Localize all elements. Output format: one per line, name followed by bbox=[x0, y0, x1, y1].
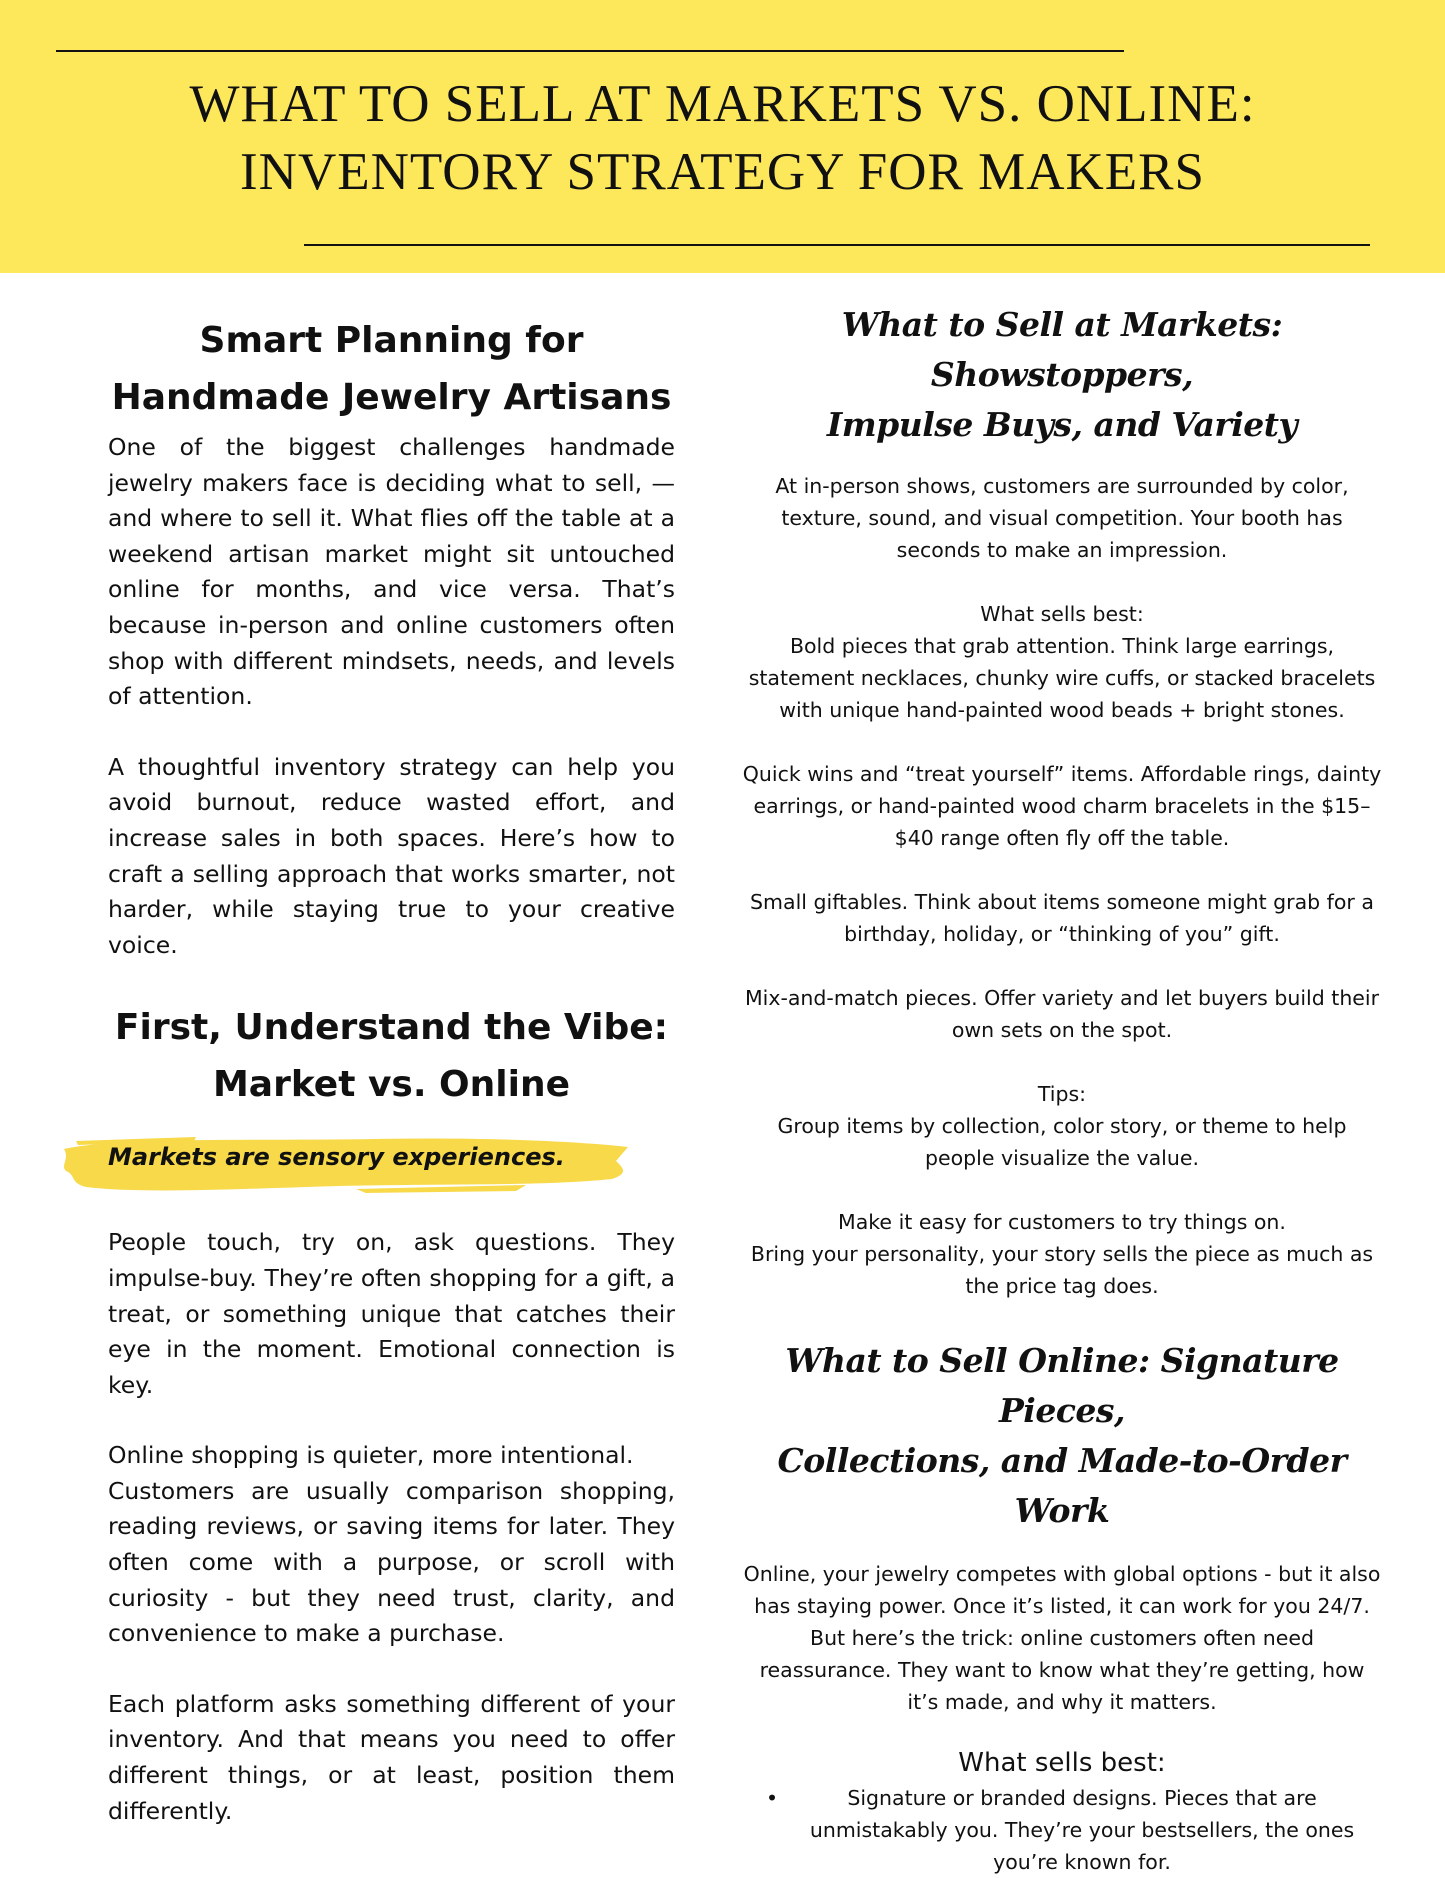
online-what-sells-heading: What sells best: bbox=[958, 1748, 1166, 1778]
heading1-line1: Smart Planning for bbox=[199, 320, 584, 361]
tips-label: Tips: bbox=[1037, 1082, 1087, 1106]
title-banner bbox=[0, 0, 1445, 273]
understand-vibe-heading bbox=[108, 999, 675, 1113]
markets-sensory-text: Markets are sensory experiences. bbox=[108, 1143, 565, 1172]
market-behavior-paragraph: People touch, try on, ask questions. They impulse-buy. They’re often shopping for a gift, a treat, or something unique that catches their eye in the moment. Emotional connection is key. bbox=[108, 1228, 675, 1399]
bold-pieces-text: Bold pieces that grab attention. Think large earrings, statement necklaces, chunky wire cuffs, or stacked bracelets with unique hand-painted wood beads + bright stones. bbox=[748, 634, 1376, 722]
what-sells-label: What sells best: bbox=[980, 602, 1144, 626]
page-title-line2: INVENTORY STRATEGY FOR MAKERS bbox=[240, 143, 1205, 201]
bullet-item bbox=[742, 1782, 1382, 1878]
online-heading bbox=[742, 1336, 1382, 1536]
online-behavior-paragraph: Customers are usually comparison shopping, reading reviews, or saving items for later. They often come with a purpose, or scroll with curiosity - but they need trust, clarity, and convenience to make a purchase. bbox=[108, 1476, 675, 1648]
markets-intro: At in-person shows, customers are surrounded by color, texture, sound, and visual competition. Your booth has seconds to make an impression. bbox=[775, 474, 1349, 562]
heading2-line2: Market vs. Online bbox=[212, 1064, 571, 1106]
quick-wins-text: Quick wins and “treat yourself” items. Affordable rings, dainty earrings, or hand-painted wood charm bracelets in the $15–$40 range often fly off the table. bbox=[742, 762, 1382, 850]
tip-try-on-text: Make it easy for customers to try things on. bbox=[838, 1210, 1286, 1234]
online-quiet-line: Online shopping is quieter, more intentional. bbox=[108, 1441, 634, 1470]
online-heading-line2: Collections, and Made-to-Order Work bbox=[777, 1441, 1347, 1530]
page-title-line1: WHAT TO SELL AT MARKETS VS. ONLINE: bbox=[189, 75, 1256, 133]
markets-heading bbox=[742, 300, 1382, 450]
signature-designs-text: Signature or branded designs. Pieces that are unmistakably you. They’re your bestsellers, the ones you’re known for. bbox=[809, 1786, 1355, 1874]
small-giftables-text: Small giftables. Think about items someone might grab for a birthday, holiday, or “thinking of you” gift. bbox=[750, 890, 1374, 946]
smart-planning-heading bbox=[108, 312, 675, 426]
online-intro: Online, your jewelry competes with global options - but it also has staying power. Once it’s listed, it can work for you 24/7. But here’s the trick: online customers often need reassurance. They want to know what they’re getting, how it’s made, and why it matters. bbox=[743, 1562, 1381, 1714]
bottom-rule bbox=[304, 244, 1370, 246]
markets-heading-line2: Impulse Buys, and Variety bbox=[826, 405, 1298, 444]
left-column bbox=[108, 312, 675, 1829]
online-heading-line1: What to Sell Online: Signature Pieces, bbox=[785, 1341, 1339, 1430]
markets-heading-line1: What to Sell at Markets: Showstoppers, bbox=[841, 305, 1283, 394]
intro-paragraph: One of the biggest challenges handmade jewelry makers face is deciding what to sell, — and where to sell it. What flies off the table at a weekend artisan market might sit untouched online for months, and vice versa. That’s because in-person and online customers often shop with different mindsets, needs, and levels of attention. bbox=[108, 433, 675, 711]
highlight-callout bbox=[56, 1127, 675, 1197]
mix-match-text: Mix-and-match pieces. Offer variety and let buyers build their own sets on the spot. bbox=[744, 986, 1380, 1042]
right-column bbox=[742, 300, 1382, 1878]
bullet-marker: • bbox=[765, 1786, 779, 1810]
heading1-line2: Handmade Jewelry Artisans bbox=[111, 377, 672, 418]
heading2-line1: First, Understand the Vibe: bbox=[114, 1007, 669, 1049]
platform-paragraph: Each platform asks something different of your inventory. And that means you need to offer different things, or at least, position them differently. bbox=[108, 1689, 675, 1825]
tip-group-text: Group items by collection, color story, or theme to help people visualize the value. bbox=[777, 1114, 1347, 1170]
strategy-paragraph: A thoughtful inventory strategy can help you avoid burnout, reduce wasted effort, and increase sales in both spaces. Here’s how to craft a selling approach that works smarter, not harder, while staying true to your creative voice. bbox=[108, 752, 675, 959]
top-rule bbox=[56, 50, 1124, 52]
tip-personality-text: Bring your personality, your story sells the piece as much as the price tag does. bbox=[750, 1242, 1374, 1298]
page-title bbox=[0, 70, 1445, 206]
